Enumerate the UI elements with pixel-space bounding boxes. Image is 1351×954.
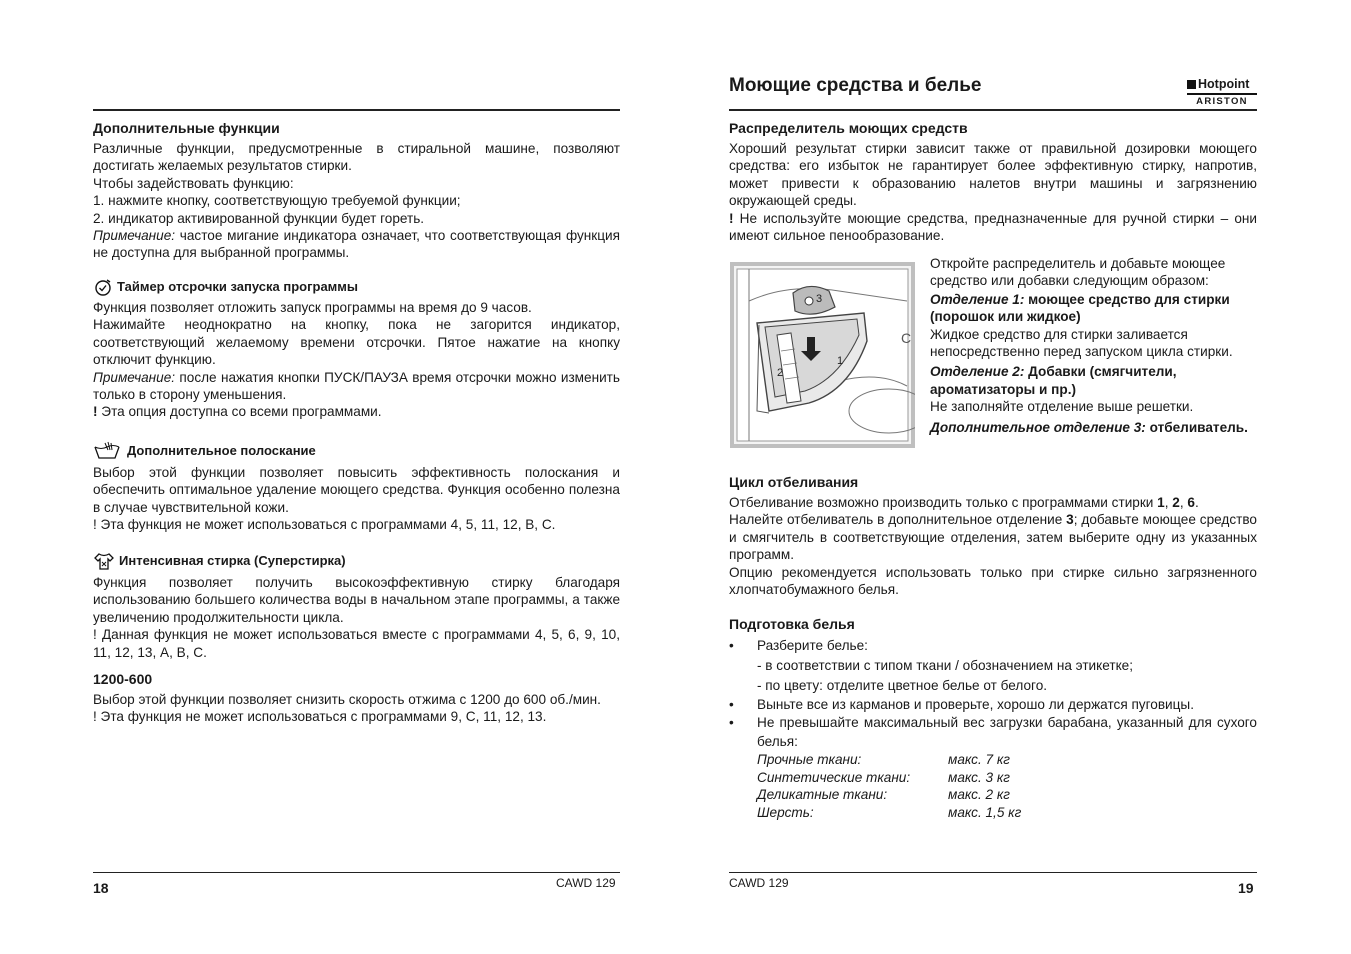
section-super-wash [93,551,620,661]
section-dispenser [729,119,1257,244]
fabric-type: Синтетические ткани: [757,769,911,785]
logo-square-icon [1187,80,1196,89]
figure-label-3: 3 [816,293,823,305]
page-number-right: 19 [1238,880,1254,896]
paragraph [729,494,1257,511]
paragraph: Различные функции, предусмотренные в стиральной машине, позволяют достигать желаемых результатов стирки. [93,141,620,174]
sub-item: - в соответствии с типом ткани / обозначением на этикетке; [757,657,1134,673]
table-row [757,769,1021,787]
model-name-left: CAWD 129 [556,876,616,890]
compartment-2-title [930,363,1257,398]
paragraph: Откройте распределитель и добавьте моющее средство или добавки следующим образом: [930,256,1226,289]
compartment-1-title [930,291,1257,326]
paragraph: 2. индикатор активированной функции будет гореть. [93,210,425,226]
weight-table [757,751,1021,821]
super-wash-shirt-icon [93,551,115,571]
note-paragraph [93,227,620,262]
compartment-title-text: моющее средство для стирки (порошок или жидкое) [930,291,1230,325]
section-title: Распределитель моющих средств [729,120,968,136]
logo-hotpoint: Hotpoint [1198,77,1250,91]
compartment-label: Отделение 2: [930,364,1025,380]
table-row [757,751,1021,769]
section-title: Дополнительные функции [93,120,280,136]
paragraph: Нажимайте неоднократно на кнопку, пока не загорится индикатор, соответствующий желаемому времени отсрочки. Пятое нажатие на кнопку отключит функцию. [93,317,620,368]
max-weight: макс. 2 кг [948,787,1010,802]
max-weight: макс. 1,5 кг [948,804,1022,820]
compartment-number: 3 [1066,512,1074,528]
logo-divider [1187,93,1257,95]
text: Налейте отбеливатель в дополнительное отделение [729,512,1067,528]
paragraph: ! Эта функция не может использоваться с программами 9, C, 11, 12, 13. [93,709,547,725]
model-name-right: CAWD 129 [729,876,789,890]
section-title-row [93,441,620,461]
paragraph: ! Данная функция не может использоваться вместе с программами 4, 5, 6, 9, 10, 11, 12, 13, A, B, C. [93,627,620,660]
table-row [757,786,1021,804]
compartment-label: Отделение 1: [930,291,1025,307]
logo-ariston: ARISTON [1196,95,1248,107]
note-text: частое мигание индикатора означает, что соответствующая функция не доступна для выбранной программы. [93,228,620,261]
section-title: 1200-600 [93,671,153,687]
fabric-type: Прочные ткани: [757,752,862,767]
brand-logo [1187,77,1257,107]
list-item [729,696,1257,715]
timer-clock-icon [93,278,113,296]
list-item-text: Не превышайте максимальный вес загрузки барабана, указанный для сухого белья: [757,715,1257,749]
list-item-text: Разберите белье: [757,638,868,653]
warning-paragraph [729,210,1257,245]
fabric-type: Шерсть: [757,804,814,820]
left-top-rule [93,109,620,111]
warning-mark: ! [729,210,734,226]
section-title-row [93,278,620,296]
section-title-row [93,551,620,571]
paragraph: Выбор этой функции позволяет снизить скорость отжима с 1200 до 600 об./мин. [93,692,601,707]
program-number: 6 [1187,495,1195,510]
list-item [729,714,1257,751]
max-weight: макс. 3 кг [948,769,1010,785]
compartment-3-title [930,419,1257,436]
sub-item: - по цвету: отделите цветное белье от белого. [757,677,1048,693]
section-title: Таймер отсрочки запуска программы [117,279,359,294]
left-footer-rule [93,872,620,873]
page-title: Моющие средства и белье [729,75,982,96]
section-laundry-prep [729,615,1257,821]
paragraph [729,511,1257,563]
text: ; добавьте моющее средство и смягчитель в соответствующие отделения, затем выберите одну из указанных программ. [729,512,1257,563]
right-top-rule [729,109,1257,111]
warning-text: Не используйте моющие средства, предназначенные для ручной стирки – они имеют сильное пенообразование. [729,210,1257,244]
paragraph: Опцию рекомендуется использовать только при стирке сильно загрязненного хлопчатобумажного белья. [729,564,1257,598]
bullet-icon: • [729,696,734,712]
text: . [1194,495,1199,510]
note-label: Примечание: [93,228,176,244]
paragraph: Функция позволяет отложить запуск программы на время до 9 часов. [93,300,532,315]
compartment-title-text: Добавки (смягчители, ароматизаторы и пр.) [930,364,1177,397]
logo-top-row [1187,77,1257,91]
paragraph: Функция позволяет получить высокоэффективную стирку благодаря использованию большего количества воды в начальном этапе программы, а также увеличению продолжительности цикла. [93,575,620,625]
text: , [1179,495,1188,510]
section-title: Цикл отбеливания [729,474,859,490]
program-number: 2 [1172,495,1180,510]
paragraph: 1. нажмите кнопку, соответствующую требуемой функции; [93,193,461,209]
section-extra-functions [93,119,620,262]
section-title: Подготовка белья [729,616,855,632]
text: , [1164,495,1173,510]
section-spin-1200-600 [93,670,620,726]
list-item [729,637,1257,656]
section-title: Дополнительное полоскание [127,443,316,458]
page-number-left: 18 [93,880,109,896]
note-paragraph [93,369,620,404]
section-timer [93,278,620,421]
svg-text:C: C [901,330,912,346]
fabric-type: Деликатные ткани: [757,787,888,802]
dispenser-instructions [930,255,1257,436]
max-weight: макс. 7 кг [948,752,1010,767]
compartment-title-text: отбеливатель. [1145,419,1248,435]
paragraph: ! Эта функция не может использоваться с программами 4, 5, 11, 12, B, C. [93,517,556,533]
paragraph: Жидкое средство для стирки заливается непосредственно перед запуском цикла стирки. [930,326,1233,360]
note-text: после нажатия кнопки ПУСК/ПАУЗА время отсрочки можно изменить только в сторону уменьшения. [93,369,620,403]
paragraph: Хороший результат стирки зависит также от правильной дозировки моющего средства: его избыток не гарантирует более эффективную стирку, напротив, может привести к образованию налетов внутри машины и загрязнению окружающей среды. [729,141,1257,209]
section-bleach [729,473,1257,598]
list-item-text: Выньте все из карманов и проверьте, хорошо ли держатся пуговицы. [757,696,1194,712]
dispenser-illustration [729,261,915,448]
program-number: 1 [1157,495,1165,510]
paragraph: Не заполняйте отделение выше решетки. [930,399,1194,415]
bullet-icon: • [729,638,734,653]
figure-label-2: 2 [777,367,784,379]
warning-mark: ! [93,404,98,420]
rinse-basin-icon [93,441,123,461]
text: Отбеливание возможно производить только с программами стирки [729,495,1158,510]
compartment-label: Дополнительное отделение 3: [930,419,1146,435]
section-title: Интенсивная стирка (Суперстирка) [119,553,346,568]
figure-label-1: 1 [837,355,844,367]
warning-text: Эта опция доступна со всеми программами. [97,404,382,420]
laundry-bullet-list-2 [729,696,1257,752]
paragraph: Чтобы задействовать функцию: [93,175,294,191]
note-label: Примечание: [93,369,176,385]
bullet-icon: • [729,715,734,730]
laundry-bullet-list [729,637,1257,656]
dispenser-drawing [729,261,915,448]
right-footer-rule [729,872,1257,873]
section-extra-rinse [93,441,620,534]
paragraph: Выбор этой функции позволяет повысить эффективность полоскания и обеспечить оптимальное удаление моющего средства. Функция особенно полезна в случае чувствительной кожи. [93,465,620,515]
table-row [757,804,1021,822]
warning-paragraph [93,403,620,420]
